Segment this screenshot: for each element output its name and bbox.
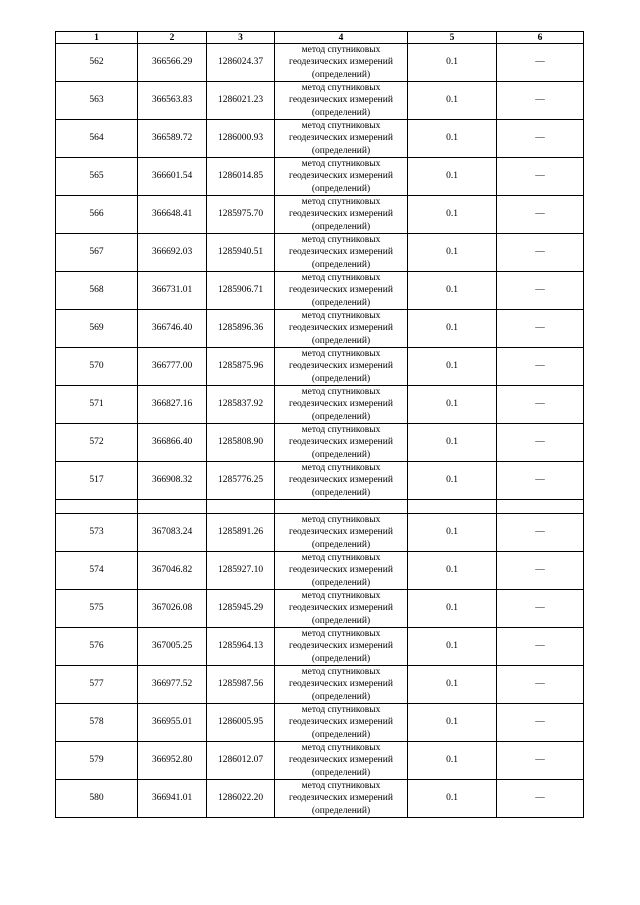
table-row [56,44,584,82]
y-coordinate-cell: 1285808.90 [207,424,275,462]
point-number-cell: 573 [56,514,138,552]
method-cell: метод спутниковых геодезических измерений (определений) [275,82,408,120]
y-coordinate-cell: 1286000.93 [207,120,275,158]
point-number-cell: 562 [56,44,138,82]
accuracy-cell: 0.1 [408,628,497,666]
note-cell: — [497,780,584,818]
y-coordinate-cell: 1286005.95 [207,704,275,742]
accuracy-cell: 0.1 [408,742,497,780]
note-cell: — [497,272,584,310]
blank-cell [207,500,275,514]
note-cell: — [497,158,584,196]
y-coordinate-cell: 1285975.70 [207,196,275,234]
point-number-cell: 563 [56,82,138,120]
x-coordinate-cell: 366777.00 [138,348,207,386]
point-number-cell: 565 [56,158,138,196]
table-row [56,780,584,818]
table-row [56,552,584,590]
note-cell: — [497,590,584,628]
accuracy-cell: 0.1 [408,424,497,462]
accuracy-cell: 0.1 [408,158,497,196]
table-row [56,424,584,462]
accuracy-cell: 0.1 [408,272,497,310]
point-number-cell: 517 [56,462,138,500]
note-cell: — [497,462,584,500]
accuracy-cell: 0.1 [408,590,497,628]
x-coordinate-cell: 367046.82 [138,552,207,590]
x-coordinate-cell: 366941.01 [138,780,207,818]
method-cell: метод спутниковых геодезических измерений (определений) [275,552,408,590]
accuracy-cell: 0.1 [408,120,497,158]
x-coordinate-cell: 366977.52 [138,666,207,704]
method-cell: метод спутниковых геодезических измерений (определений) [275,462,408,500]
table-row [56,196,584,234]
method-cell: метод спутниковых геодезических измерений (определений) [275,234,408,272]
point-number-cell: 574 [56,552,138,590]
point-number-cell: 569 [56,310,138,348]
x-coordinate-cell: 366566.29 [138,44,207,82]
method-cell: метод спутниковых геодезических измерений (определений) [275,158,408,196]
point-number-cell: 579 [56,742,138,780]
accuracy-cell: 0.1 [408,386,497,424]
note-cell: — [497,704,584,742]
method-cell: метод спутниковых геодезических измерений (определений) [275,742,408,780]
y-coordinate-cell: 1285940.51 [207,234,275,272]
table-row [56,272,584,310]
point-number-cell: 577 [56,666,138,704]
y-coordinate-cell: 1285837.92 [207,386,275,424]
note-cell: — [497,348,584,386]
header-col-5: 5 [408,32,497,44]
method-cell: метод спутниковых геодезических измерений (определений) [275,386,408,424]
table-row [56,704,584,742]
y-coordinate-cell: 1286021.23 [207,82,275,120]
accuracy-cell: 0.1 [408,44,497,82]
accuracy-cell: 0.1 [408,234,497,272]
method-cell: метод спутниковых геодезических измерений (определений) [275,424,408,462]
accuracy-cell: 0.1 [408,462,497,500]
note-cell: — [497,310,584,348]
accuracy-cell: 0.1 [408,780,497,818]
point-number-cell: 576 [56,628,138,666]
x-coordinate-cell: 366648.41 [138,196,207,234]
y-coordinate-cell: 1286014.85 [207,158,275,196]
method-cell: метод спутниковых геодезических измерений (определений) [275,780,408,818]
header-col-6: 6 [497,32,584,44]
table-row [56,742,584,780]
method-cell: метод спутниковых геодезических измерений (определений) [275,704,408,742]
coordinates-table [55,31,584,818]
method-cell: метод спутниковых геодезических измерений (определений) [275,196,408,234]
note-cell: — [497,386,584,424]
note-cell: — [497,742,584,780]
y-coordinate-cell: 1286024.37 [207,44,275,82]
accuracy-cell: 0.1 [408,196,497,234]
header-row [56,32,584,44]
method-cell: метод спутниковых геодезических измерений (определений) [275,628,408,666]
table-row [56,120,584,158]
note-cell: — [497,628,584,666]
point-number-cell: 571 [56,386,138,424]
method-cell: метод спутниковых геодезических измерений (определений) [275,348,408,386]
blank-cell [497,500,584,514]
accuracy-cell: 0.1 [408,348,497,386]
blank-cell [408,500,497,514]
table-row [56,590,584,628]
point-number-cell: 564 [56,120,138,158]
x-coordinate-cell: 367005.25 [138,628,207,666]
method-cell: метод спутниковых геодезических измерений (определений) [275,272,408,310]
y-coordinate-cell: 1286012.07 [207,742,275,780]
point-number-cell: 568 [56,272,138,310]
table-row [56,82,584,120]
x-coordinate-cell: 366692.03 [138,234,207,272]
x-coordinate-cell: 366563.83 [138,82,207,120]
x-coordinate-cell: 366731.01 [138,272,207,310]
table-row [56,514,584,552]
note-cell: — [497,196,584,234]
y-coordinate-cell: 1285891.26 [207,514,275,552]
accuracy-cell: 0.1 [408,666,497,704]
blank-row [56,500,584,514]
note-cell: — [497,424,584,462]
table-row [56,158,584,196]
point-number-cell: 567 [56,234,138,272]
x-coordinate-cell: 366746.40 [138,310,207,348]
y-coordinate-cell: 1285896.36 [207,310,275,348]
method-cell: метод спутниковых геодезических измерений (определений) [275,44,408,82]
point-number-cell: 580 [56,780,138,818]
header-col-1: 1 [56,32,138,44]
table-row [56,628,584,666]
note-cell: — [497,82,584,120]
point-number-cell: 572 [56,424,138,462]
blank-cell [275,500,408,514]
y-coordinate-cell: 1285964.13 [207,628,275,666]
note-cell: — [497,44,584,82]
x-coordinate-cell: 366589.72 [138,120,207,158]
x-coordinate-cell: 366952.80 [138,742,207,780]
table-row [56,462,584,500]
y-coordinate-cell: 1286022.20 [207,780,275,818]
x-coordinate-cell: 366601.54 [138,158,207,196]
y-coordinate-cell: 1285987.56 [207,666,275,704]
accuracy-cell: 0.1 [408,552,497,590]
method-cell: метод спутниковых геодезических измерений (определений) [275,514,408,552]
point-number-cell: 575 [56,590,138,628]
header-col-4: 4 [275,32,408,44]
note-cell: — [497,552,584,590]
table-row [56,310,584,348]
point-number-cell: 570 [56,348,138,386]
note-cell: — [497,514,584,552]
note-cell: — [497,234,584,272]
x-coordinate-cell: 366866.40 [138,424,207,462]
table-row [56,386,584,424]
note-cell: — [497,120,584,158]
note-cell: — [497,666,584,704]
method-cell: метод спутниковых геодезических измерений (определений) [275,666,408,704]
table-row [56,666,584,704]
x-coordinate-cell: 367026.08 [138,590,207,628]
method-cell: метод спутниковых геодезических измерений (определений) [275,120,408,158]
y-coordinate-cell: 1285906.71 [207,272,275,310]
method-cell: метод спутниковых геодезических измерений (определений) [275,310,408,348]
header-col-2: 2 [138,32,207,44]
accuracy-cell: 0.1 [408,82,497,120]
y-coordinate-cell: 1285776.25 [207,462,275,500]
x-coordinate-cell: 366955.01 [138,704,207,742]
point-number-cell: 578 [56,704,138,742]
blank-cell [56,500,138,514]
method-cell: метод спутниковых геодезических измерений (определений) [275,590,408,628]
y-coordinate-cell: 1285945.29 [207,590,275,628]
table-row [56,348,584,386]
table-body [56,44,584,818]
accuracy-cell: 0.1 [408,704,497,742]
x-coordinate-cell: 367083.24 [138,514,207,552]
header-col-3: 3 [207,32,275,44]
x-coordinate-cell: 366827.16 [138,386,207,424]
point-number-cell: 566 [56,196,138,234]
table-row [56,234,584,272]
y-coordinate-cell: 1285875.96 [207,348,275,386]
accuracy-cell: 0.1 [408,514,497,552]
y-coordinate-cell: 1285927.10 [207,552,275,590]
blank-cell [138,500,207,514]
x-coordinate-cell: 366908.32 [138,462,207,500]
accuracy-cell: 0.1 [408,310,497,348]
